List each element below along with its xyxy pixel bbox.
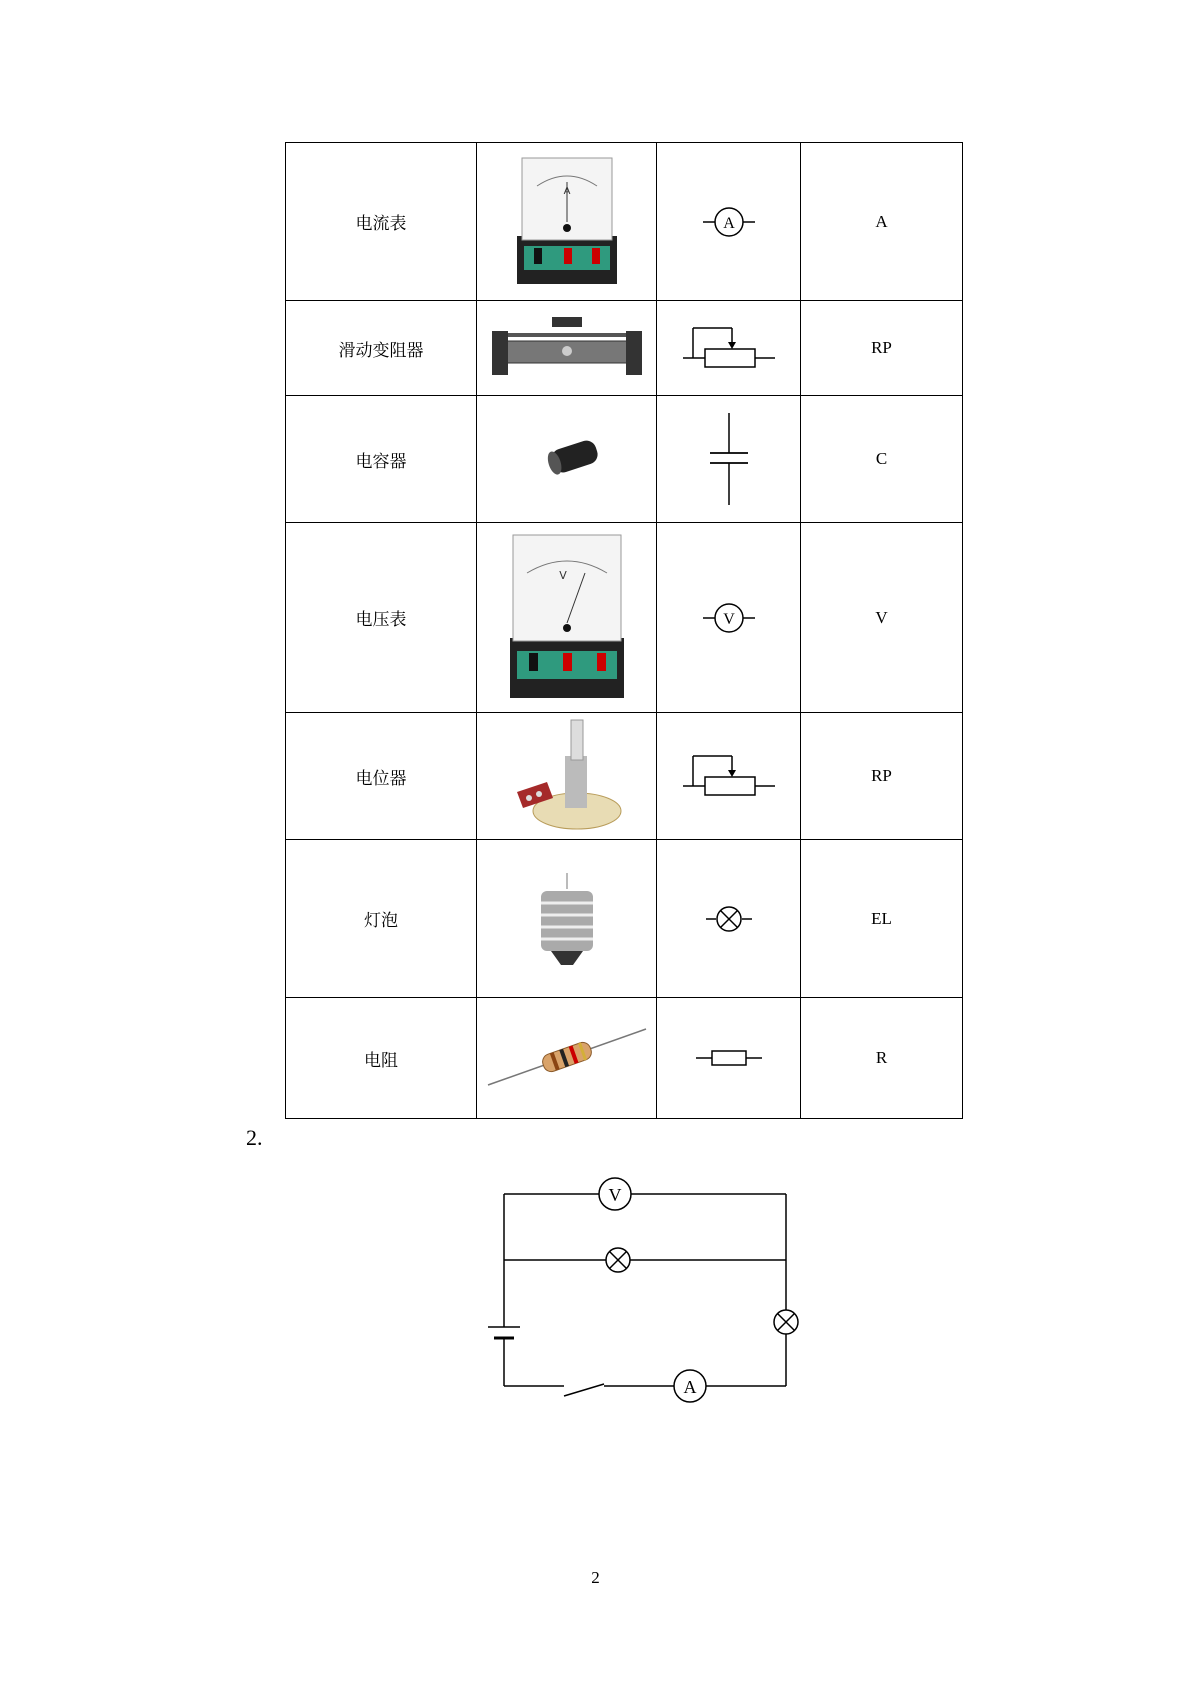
symbol-letter: A xyxy=(722,214,735,232)
component-code: RP xyxy=(801,713,963,840)
rheostat-symbol xyxy=(657,301,801,396)
component-name: 电位器 xyxy=(286,713,477,840)
circuit-switch xyxy=(564,1384,604,1396)
components-table xyxy=(285,142,963,1119)
ammeter-photo xyxy=(477,143,657,301)
component-name: 电容器 xyxy=(286,396,477,523)
voltmeter-symbol xyxy=(657,523,801,713)
circuit-voltmeter-letter: V xyxy=(608,1185,622,1205)
component-name: 电流表 xyxy=(286,143,477,301)
component-code: C xyxy=(801,396,963,523)
page-number: 2 xyxy=(591,1568,600,1587)
table-row xyxy=(286,396,963,523)
circuit-voltmeter xyxy=(599,1178,631,1210)
component-name: 滑动变阻器 xyxy=(286,301,477,396)
capacitor-photo xyxy=(477,396,657,523)
potentiometer-symbol xyxy=(657,713,801,840)
section-number: 2. xyxy=(246,1125,263,1150)
component-code: R xyxy=(801,998,963,1119)
table-row xyxy=(286,998,963,1119)
potentiometer-photo xyxy=(477,713,657,840)
ammeter-symbol xyxy=(657,143,801,301)
component-code: A xyxy=(801,143,963,301)
resistor-symbol xyxy=(657,998,801,1119)
component-code: V xyxy=(801,523,963,713)
circuit-battery xyxy=(488,1327,520,1338)
bulb-photo xyxy=(477,840,657,998)
circuit-ammeter xyxy=(674,1370,706,1402)
table-row xyxy=(286,301,963,396)
slide-rheostat-photo xyxy=(477,301,657,396)
component-name: 电阻 xyxy=(286,998,477,1119)
component-code: EL xyxy=(801,840,963,998)
component-name: 电压表 xyxy=(286,523,477,713)
capacitor-symbol xyxy=(657,396,801,523)
symbol-letter: V xyxy=(722,610,735,628)
table-row xyxy=(286,713,963,840)
circuit-lamp-top xyxy=(606,1248,630,1272)
circuit-lamp-right xyxy=(774,1310,798,1334)
circuit-diagram xyxy=(480,1172,820,1412)
circuit-ammeter-letter: A xyxy=(683,1377,697,1397)
table-row xyxy=(286,523,963,713)
svg-text:V: V xyxy=(558,568,567,582)
table-row xyxy=(286,143,963,301)
component-name: 灯泡 xyxy=(286,840,477,998)
lamp-symbol xyxy=(657,840,801,998)
table-row xyxy=(286,840,963,998)
resistor-photo xyxy=(477,998,657,1119)
voltmeter-photo xyxy=(477,523,657,713)
component-code: RP xyxy=(801,301,963,396)
svg-text:A: A xyxy=(563,185,570,197)
